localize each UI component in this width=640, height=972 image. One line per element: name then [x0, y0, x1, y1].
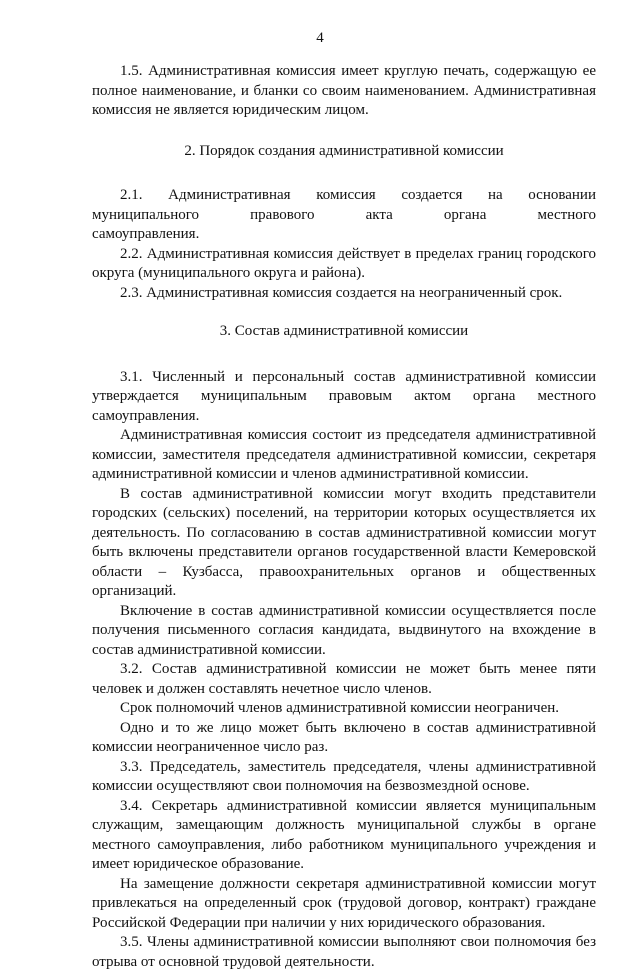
paragraph-3-1: 3.1. Численный и персональный состав административной комиссии утверждается муниципальным правовым актом органа местного самоуправления.	[92, 368, 596, 424]
paragraph-3-3: 3.3. Председатель, заместитель председателя, члены административной комиссии осуществляют свои полномочия на безвозмездной основе.	[92, 758, 596, 794]
paragraph-3-5: 3.5. Члены административной комиссии выполняют свои полномочия без отрыва от основной трудовой деятельности.	[92, 934, 596, 970]
paragraph-3-1-representatives: В состав административной комиссии могут входить представители городских (сельских) поселений, на территории которых осуществляется их деятельность. По согласованию в состав административной комиссии могут быть включены представители органов государственной власти Кемеровской области – Кузбасса, правоохранительных органов и общественных организаций.	[92, 485, 596, 599]
paragraph-3-1-composition: Административная комиссия состоит из председателя административной комиссии, заместителя председателя административной комиссии, секретаря административной комиссии и членов административной комиссии.	[92, 427, 596, 482]
section-heading-3: 3. Состав административной комиссии	[219, 323, 469, 339]
paragraph-1-5: 1.5. Административная комиссия имеет круглую печать, содержащую ее полное наименование, и бланки со своим наименованием. Административная комиссия не является юридическим лицом.	[92, 63, 596, 118]
section-heading-2: 2. Порядок создания административной комиссии	[184, 142, 504, 159]
paragraph-3-4: 3.4. Секретарь административной комиссии является муниципальным служащим, замещающим должность муниципальной службы в органе местного самоуправления, либо работником муниципального учреждения и имеет юридическое образование.	[92, 797, 596, 872]
paragraph-2-2: 2.2. Административная комиссия действует в пределах границ городского округа (муниципального округа и района).	[92, 245, 596, 281]
paragraph-3-1-consent: Включение в состав административной комиссии осуществляется после получения письменного согласия кандидата, выдвинутого на вхождение в состав административной комиссии.	[92, 602, 596, 658]
paragraph-3-4-secretary: На замещение должности секретаря административной комиссии могут привлекаться на определенный срок (трудовой договор, контракт) граждане Российской Федерации при наличии у них юридического образования.	[92, 875, 596, 931]
document-body	[92, 62, 596, 972]
paragraph-2-3: 2.3. Административная комиссия создается на неограниченный срок.	[120, 284, 563, 301]
paragraph-3-2-repeat: Одно и то же лицо может быть включено в состав административной комиссии неограниченное число раз.	[92, 719, 596, 755]
paragraph-3-2-term: Срок полномочий членов административной комиссии неограничен.	[120, 700, 560, 716]
paragraph-2-1: 2.1. Административная комиссия создается на основании муниципального правового акта органа местного самоуправления.	[92, 187, 596, 242]
paragraph-3-2: 3.2. Состав административной комиссии не может быть менее пяти человек и должен составлять нечетное число членов.	[92, 661, 596, 697]
page-number: 4	[316, 30, 324, 46]
